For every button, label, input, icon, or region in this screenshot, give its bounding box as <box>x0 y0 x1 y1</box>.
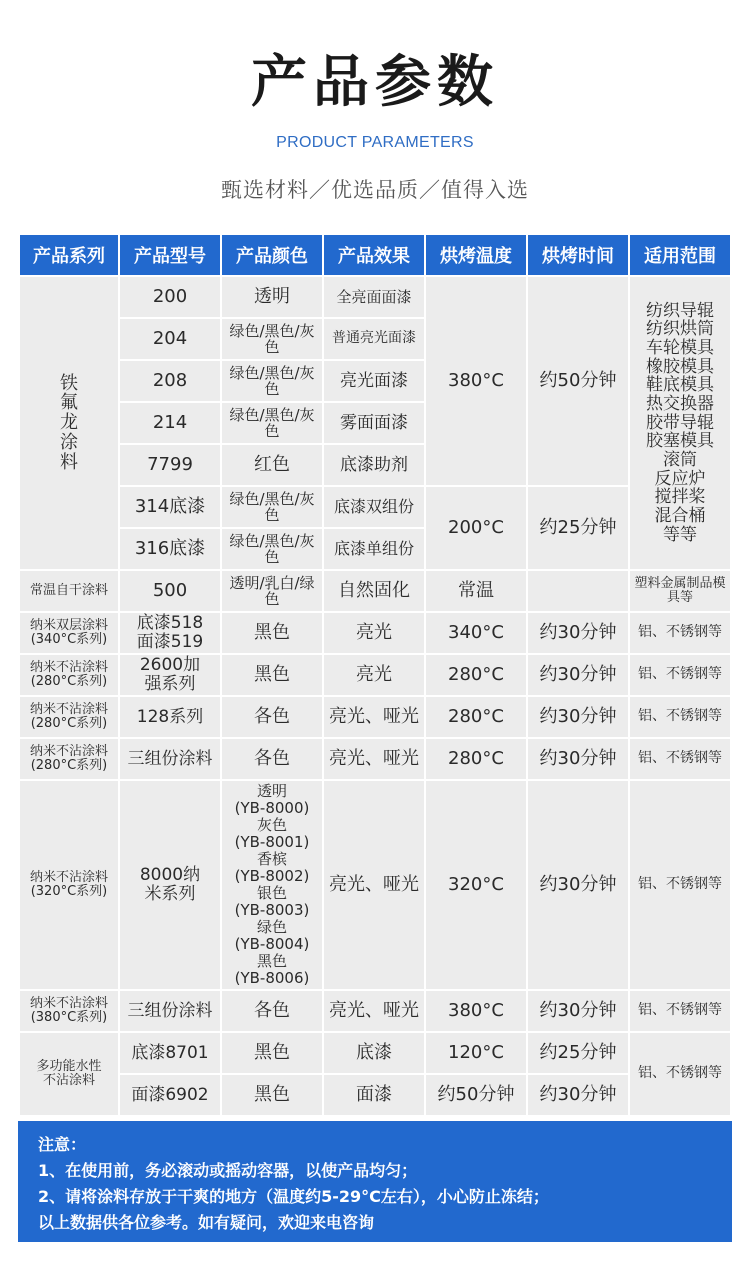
page-title: 产品参数 <box>251 50 499 115</box>
color-cell: 绿色/黑色/灰色 <box>222 529 322 569</box>
color-cell: 黑色 <box>222 613 322 653</box>
model-cell: 314底漆 <box>120 487 220 527</box>
color-cell: 绿色/黑色/灰色 <box>222 403 322 443</box>
time-cell: 约30分钟 <box>528 991 628 1031</box>
model-cell: 214 <box>120 403 220 443</box>
subtitle-chinese: 甄选材料／优选品质／值得入选 <box>221 178 529 202</box>
time-cell: 约30分钟 <box>528 1075 628 1115</box>
model-cell: 三组份涂料 <box>120 739 220 779</box>
application-cell: 铝、不锈钢等 <box>630 655 730 695</box>
time-cell: 约30分钟 <box>528 697 628 737</box>
header-effect: 产品效果 <box>324 235 424 275</box>
header-color: 产品颜色 <box>222 235 322 275</box>
effect-cell: 亮光 <box>324 655 424 695</box>
temp-cell: 280°C <box>426 697 526 737</box>
header-model: 产品型号 <box>120 235 220 275</box>
temp-cell: 280°C <box>426 655 526 695</box>
table-row <box>20 739 730 779</box>
series-cell: 纳米不沾涂料 (280°C系列) <box>20 697 118 737</box>
table-row <box>20 1033 730 1073</box>
table-row <box>20 781 730 989</box>
series-cell: 常温自干涂料 <box>20 571 118 611</box>
temp-cell: 约50分钟 <box>426 1075 526 1115</box>
application-teflon: 纺织导辊 纺织烘筒 车轮模具 橡胶模具 鞋底模具 热交换器 胶带导辊 胶塞模具 滚筒 反应炉 搅拌桨 混合桶 等等 <box>630 277 730 569</box>
effect-cell: 底漆单组份 <box>324 529 424 569</box>
series-cell: 多功能水性 不沾涂料 <box>20 1033 118 1115</box>
model-cell: 2600加 强系列 <box>120 655 220 695</box>
color-cell: 红色 <box>222 445 322 485</box>
model-cell: 底漆518 面漆519 <box>120 613 220 653</box>
temp-cell: 常温 <box>426 571 526 611</box>
effect-cell: 底漆 <box>324 1033 424 1073</box>
application-cell: 铝、不锈钢等 <box>630 613 730 653</box>
subtitle-english: PRODUCT PARAMETERS <box>276 134 474 151</box>
time-cell: 约30分钟 <box>528 739 628 779</box>
application-cell: 铝、不锈钢等 <box>630 739 730 779</box>
table-header-row <box>20 235 730 275</box>
effect-cell: 面漆 <box>324 1075 424 1115</box>
series-cell: 纳米不沾涂料 (280°C系列) <box>20 739 118 779</box>
effect-cell: 雾面面漆 <box>324 403 424 443</box>
effect-cell: 亮光、哑光 <box>324 781 424 989</box>
effect-cell: 底漆双组份 <box>324 487 424 527</box>
effect-cell: 底漆助剂 <box>324 445 424 485</box>
color-cell: 绿色/黑色/灰色 <box>222 319 322 359</box>
table-row <box>20 655 730 695</box>
temp-cell: 340°C <box>426 613 526 653</box>
time-cell: 约30分钟 <box>528 613 628 653</box>
color-list-cell: 透明 (YB-8000) 灰色 (YB-8001) 香槟 (YB-8002) 银色 (YB-8003) 绿色 (YB-8004) 黑色 (YB-8006) <box>222 781 322 989</box>
notice-title: 注意： <box>38 1135 87 1154</box>
time-cell: 约25分钟 <box>528 487 628 569</box>
color-cell: 黑色 <box>222 655 322 695</box>
color-cell: 透明/乳白/绿色 <box>222 571 322 611</box>
model-cell: 三组份涂料 <box>120 991 220 1031</box>
model-cell: 8000纳 米系列 <box>120 781 220 989</box>
color-cell: 各色 <box>222 739 322 779</box>
effect-cell: 自然固化 <box>324 571 424 611</box>
effect-cell: 亮光面漆 <box>324 361 424 401</box>
temp-cell: 200°C <box>426 487 526 569</box>
series-cell: 纳米不沾涂料 (320°C系列) <box>20 781 118 989</box>
table-row <box>20 613 730 653</box>
model-cell: 面漆6902 <box>120 1075 220 1115</box>
color-cell: 各色 <box>222 697 322 737</box>
application-cell: 铝、不锈钢等 <box>630 991 730 1031</box>
time-cell <box>528 571 628 611</box>
series-cell: 纳米不沾涂料 (380°C系列) <box>20 991 118 1031</box>
series-cell: 纳米双层涂料 (340°C系列) <box>20 613 118 653</box>
temp-cell: 380°C <box>426 277 526 485</box>
effect-cell: 亮光、哑光 <box>324 991 424 1031</box>
color-cell: 各色 <box>222 991 322 1031</box>
table-row <box>20 277 730 317</box>
temp-cell: 380°C <box>426 991 526 1031</box>
color-cell: 黑色 <box>222 1033 322 1073</box>
model-cell: 316底漆 <box>120 529 220 569</box>
header-baking-time: 烘烤时间 <box>528 235 628 275</box>
time-cell: 约25分钟 <box>528 1033 628 1073</box>
table-row <box>20 697 730 737</box>
application-cell: 塑料金属制品模具等 <box>630 571 730 611</box>
color-cell: 透明 <box>222 277 322 317</box>
model-cell: 208 <box>120 361 220 401</box>
table-row <box>20 487 730 527</box>
notice-line: 以上数据供各位参考。如有疑问，欢迎来电咨询 <box>38 1213 375 1232</box>
color-cell: 黑色 <box>222 1075 322 1115</box>
application-cell: 铝、不锈钢等 <box>630 697 730 737</box>
notice-line: 1、在使用前，务必滚动或摇动容器，以使产品均匀； <box>38 1161 418 1180</box>
model-cell: 500 <box>120 571 220 611</box>
notice-box <box>18 1121 732 1242</box>
model-cell: 200 <box>120 277 220 317</box>
application-cell: 铝、不锈钢等 <box>630 781 730 989</box>
model-cell: 204 <box>120 319 220 359</box>
header-series: 产品系列 <box>20 235 118 275</box>
series-teflon: 铁 氟 龙 涂 料 <box>20 277 118 569</box>
table-row <box>20 571 730 611</box>
time-cell: 约50分钟 <box>528 277 628 485</box>
table-row <box>20 991 730 1031</box>
model-cell: 128系列 <box>120 697 220 737</box>
temp-cell: 120°C <box>426 1033 526 1073</box>
parameters-table <box>18 233 732 1117</box>
model-cell: 7799 <box>120 445 220 485</box>
temp-cell: 280°C <box>426 739 526 779</box>
time-cell: 约30分钟 <box>528 655 628 695</box>
header-baking-temp: 烘烤温度 <box>426 235 526 275</box>
color-cell: 绿色/黑色/灰色 <box>222 361 322 401</box>
series-cell: 纳米不沾涂料 (280°C系列) <box>20 655 118 695</box>
effect-cell: 亮光、哑光 <box>324 697 424 737</box>
effect-cell: 亮光 <box>324 613 424 653</box>
notice-line: 2、请将涂料存放于干爽的地方（温度约5-29°C左右），小心防止冻结； <box>38 1187 549 1206</box>
effect-cell: 亮光、哑光 <box>324 739 424 779</box>
application-cell: 铝、不锈钢等 <box>630 1033 730 1115</box>
effect-cell: 普通亮光面漆 <box>324 319 424 359</box>
header-application: 适用范围 <box>630 235 730 275</box>
temp-cell: 320°C <box>426 781 526 989</box>
effect-cell: 全亮面面漆 <box>324 277 424 317</box>
color-cell: 绿色/黑色/灰色 <box>222 487 322 527</box>
model-cell: 底漆8701 <box>120 1033 220 1073</box>
time-cell: 约30分钟 <box>528 781 628 989</box>
table-row <box>20 1075 730 1115</box>
